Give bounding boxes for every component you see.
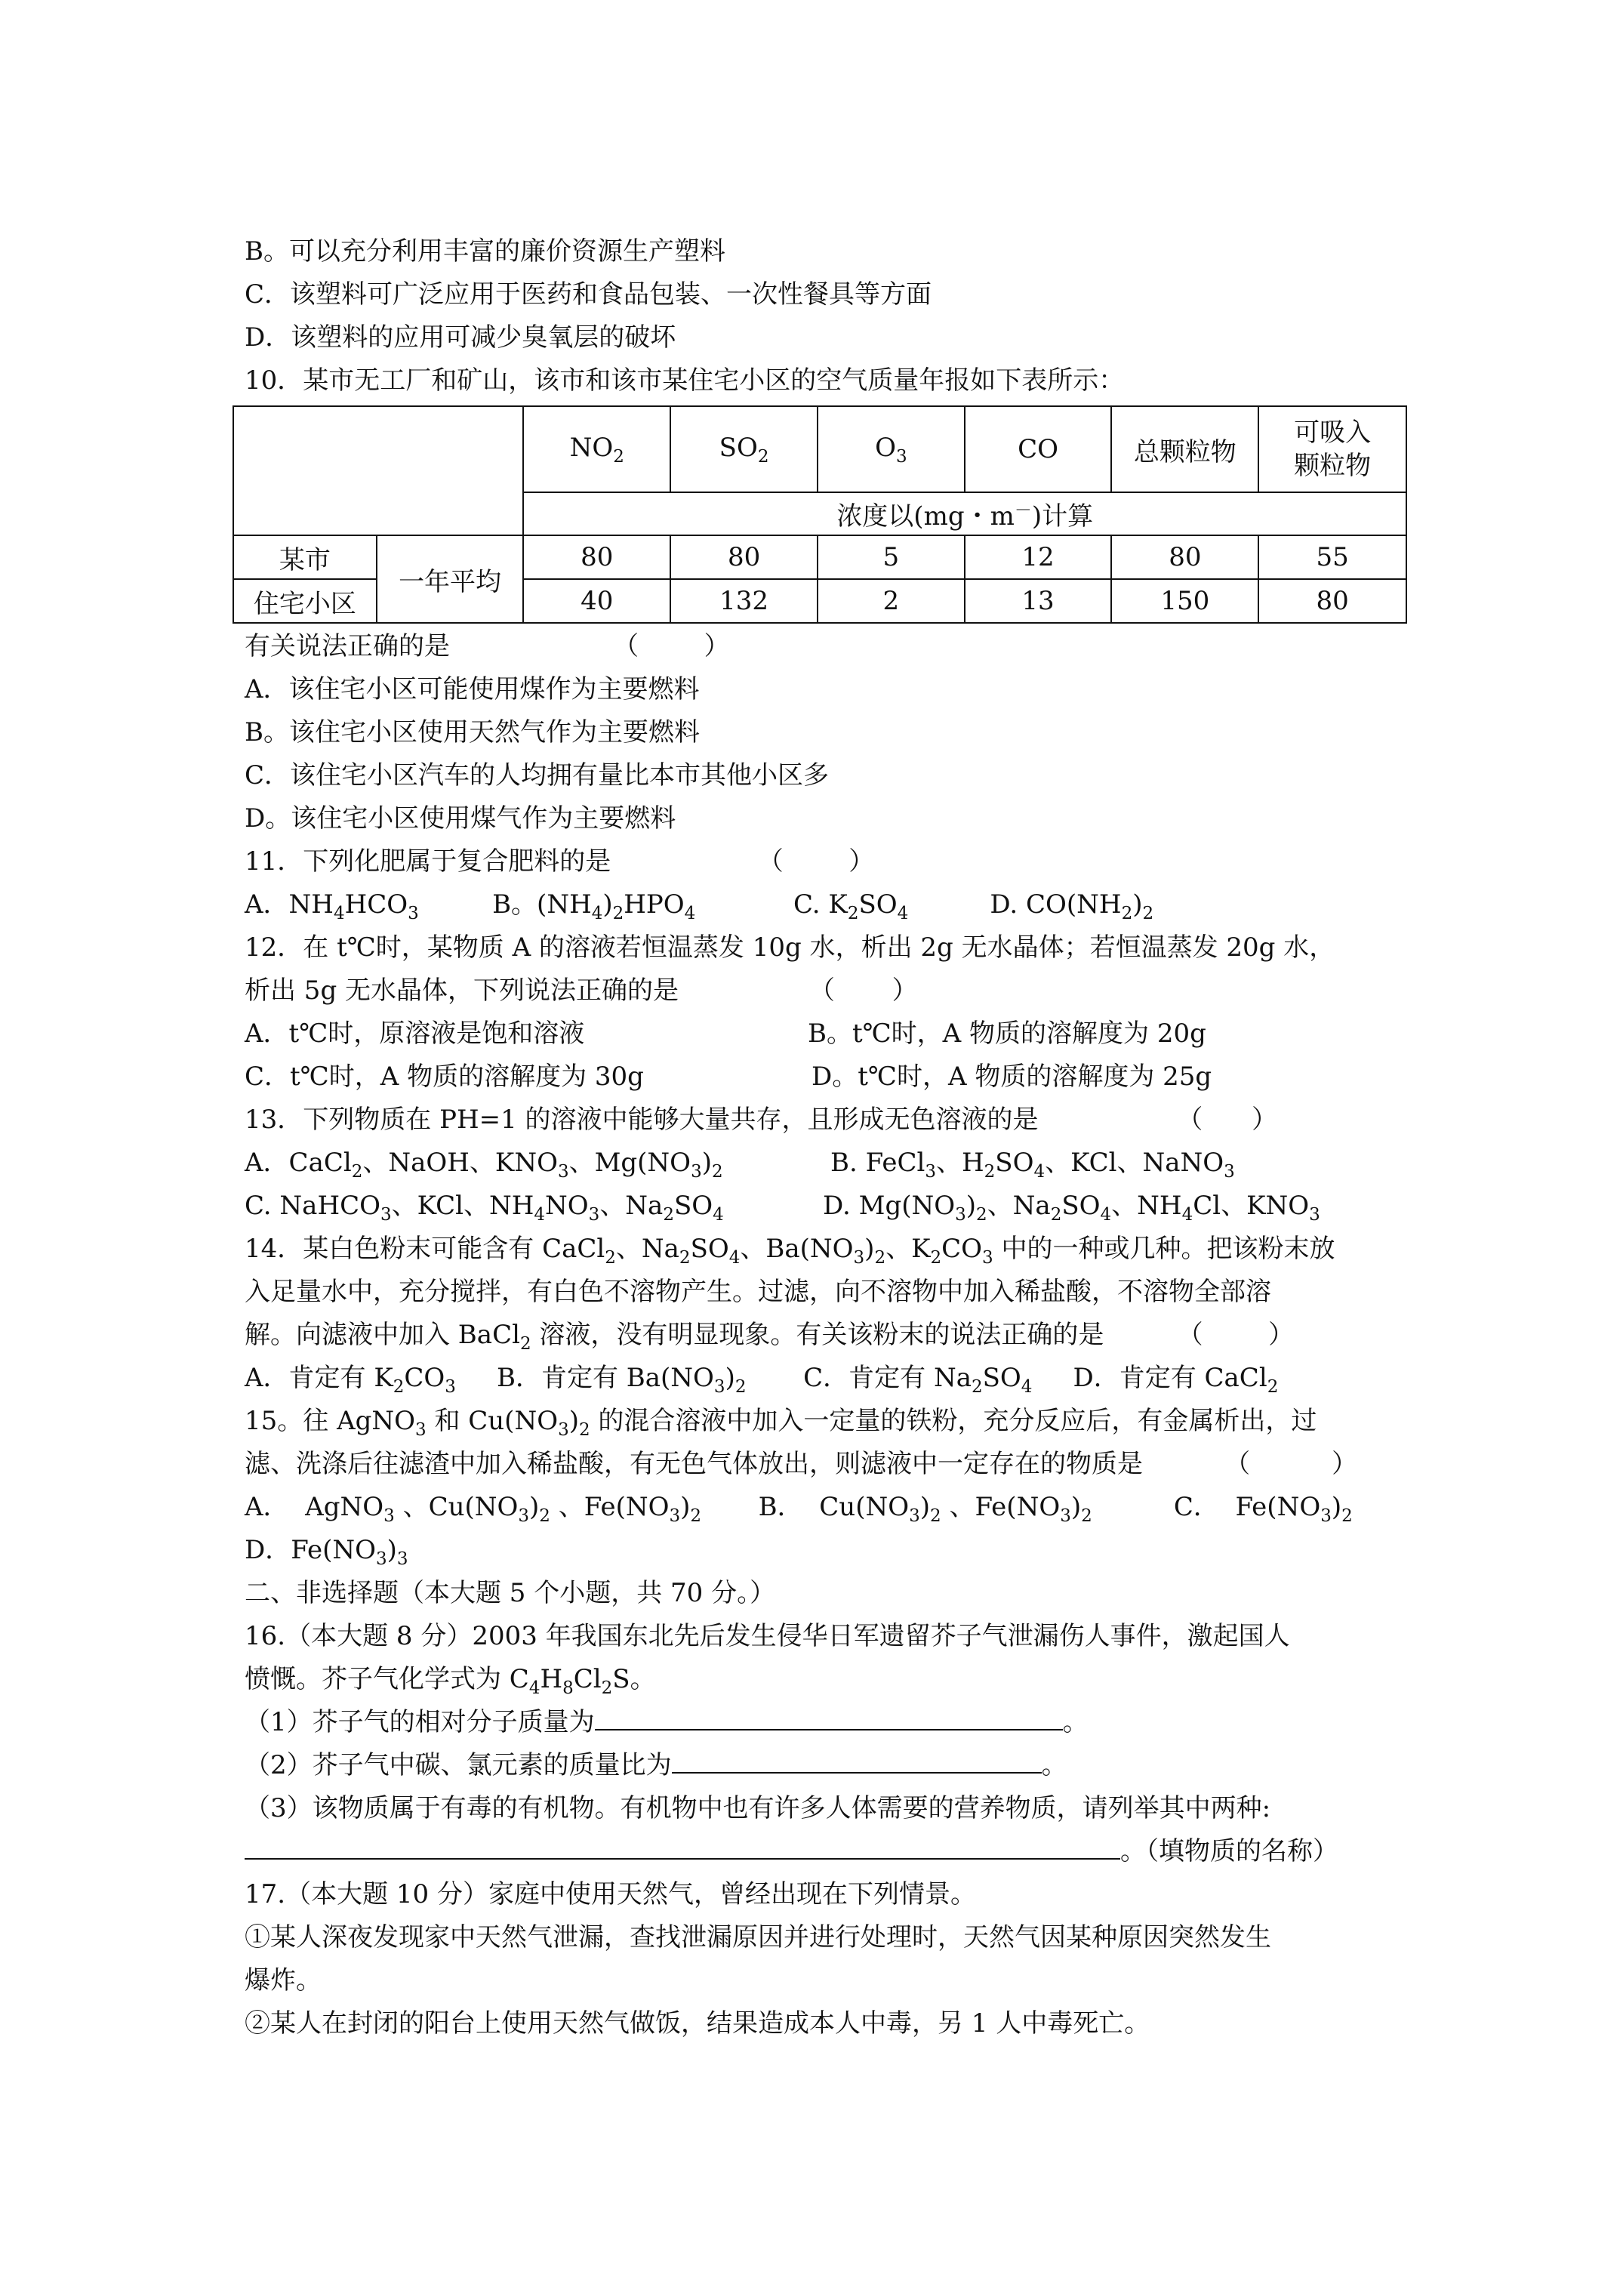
q12-option-c: C．t℃时，A 物质的溶解度为 30g	[245, 1062, 644, 1092]
header-o3: $O_3$	[818, 406, 965, 492]
q14-line1: 14．某白色粉末可能含有 CaCl$_2$、$Na_2SO_4$、$Ba(NO_3)_2$、$K_2CO_3$ 中的一种或几种。把该粉末放	[245, 1234, 1335, 1268]
q9-option-b: B。可以充分利用丰富的廉价资源生产塑料	[245, 236, 725, 267]
air-quality-table	[233, 405, 1407, 624]
q13-option-b: B. FeCl$_3$、$H_2SO_4$、KCl、NaNO$_3$	[830, 1148, 1235, 1182]
q16-part1: （1）芥子气的相对分子质量为 。	[245, 1707, 1089, 1737]
table-corner-cell	[233, 406, 523, 535]
header-inhalable-particulates: 可吸入 颗粒物	[1258, 406, 1406, 492]
answer-blank-3[interactable]	[245, 1835, 1120, 1860]
q17-scenario1-line2: 爆炸。	[245, 1965, 322, 1996]
q10-option-b: B。该住宅小区使用天然气作为主要燃料	[245, 717, 700, 747]
q16-line1: 16.（本大题 8 分）2003 年我国东北先后发生侵华日军遗留芥子气泄漏伤人事件，激起国人	[245, 1621, 1290, 1651]
answer-blank-2[interactable]	[672, 1749, 1042, 1774]
row-label-residential: 住宅小区	[233, 579, 377, 623]
q14-options: A．肯定有 $K_2CO_3$ B．肯定有 $Ba(NO_3)_2$ C．肯定有 $Na_2SO_4$ D．肯定有 CaCl$_2$	[245, 1363, 1279, 1397]
table-cell: 80	[670, 535, 818, 579]
table-cell: 40	[523, 579, 670, 623]
q15-line2: 滤、洗涤后往滤渣中加入稀盐酸，有无色气体放出，则滤液中一定存在的物质是 （ ）	[245, 1449, 1358, 1479]
q14-line3: 解。向滤液中加入 BaCl$_2$ 溶液，没有明显现象。有关该粉末的说法正确的是 （ ）	[245, 1320, 1295, 1354]
section-2-heading: 二、非选择题（本大题 5 个小题，共 70 分。）	[245, 1578, 776, 1608]
q13-option-c: C. NaHCO$_3$、KCl、$NH_4NO_3$、$Na_2SO_4$	[245, 1191, 724, 1225]
q9-option-c: C．该塑料可广泛应用于医药和食品包装、一次性餐具等方面	[245, 279, 932, 310]
q13-option-a: A．CaCl$_2$、NaOH、$KNO_3$、$Mg(NO_3)_2$	[245, 1148, 723, 1182]
table-cell: 150	[1111, 579, 1258, 623]
q10-option-a: A．该住宅小区可能使用煤作为主要燃料	[245, 674, 700, 704]
table-cell: 12	[965, 535, 1112, 579]
q16-part3-answer: 。（填物质的名称）	[245, 1835, 1338, 1868]
q12-option-b: B。t℃时，A 物质的溶解度为 20g	[808, 1019, 1206, 1049]
table-cell: 13	[965, 579, 1112, 623]
q12-option-a: A．t℃时，原溶液是饱和溶液	[245, 1019, 585, 1049]
answer-blank-1[interactable]	[595, 1706, 1063, 1730]
q15-options: A． AgNO$_3$ 、$Cu(NO_3)_2$ 、$Fe(NO_3)_2$ B． $Cu(NO_3)_2$ 、$Fe(NO_3)_2$ C． $Fe(NO_3)_2$	[245, 1492, 1353, 1526]
q14-line2: 入足量水中，充分搅拌，有白色不溶物产生。过滤，向不溶物中加入稀盐酸，不溶物全部溶	[245, 1277, 1271, 1307]
q15-option-d: D．$Fe(NO_3)_3$	[245, 1535, 408, 1569]
q16-line2: 愤慨。芥子气化学式为 $C_4H_8Cl_2S$。	[245, 1664, 656, 1698]
q10-prompt: 有关说法正确的是 （ ）	[245, 631, 730, 661]
table-cell: 5	[818, 535, 965, 579]
q17-scenario1-line1: ①某人深夜发现家中天然气泄漏，查找泄漏原因并进行处理时，天然气因某种原因突然发生	[245, 1922, 1271, 1952]
q10-option-d: D。该住宅小区使用煤气作为主要燃料	[245, 803, 676, 834]
q10-option-c: C．该住宅小区汽车的人均拥有量比本市其他小区多	[245, 760, 830, 791]
q13-stem: 13．下列物质在 PH=1 的溶液中能够大量共存，且形成无色溶液的是 （ ）	[245, 1105, 1278, 1135]
table-cell: 80	[1111, 535, 1258, 579]
q17-scenario2: ②某人在封闭的阳台上使用天然气做饭，结果造成本人中毒，另 1 人中毒死亡。	[245, 2008, 1150, 2039]
q15-line1: 15。往 AgNO$_3$ 和 $Cu(NO_3)_2$ 的混合溶液中加入一定量的铁粉，充分反应后，有金属析出，过	[245, 1406, 1317, 1440]
row-label-city: 某市	[233, 535, 377, 579]
q12-line1: 12．在 t℃时，某物质 A 的溶液若恒温蒸发 10g 水，析出 2g 无水晶体；若恒温蒸发 20g 水，	[245, 932, 1335, 963]
q16-part3: （3）该物质属于有毒的有机物。有机物中也有许多人体需要的营养物质，请列举其中两种:	[245, 1793, 1271, 1823]
header-so2: $SO_2$	[670, 406, 818, 492]
q17-line1: 17.（本大题 10 分）家庭中使用天然气，曾经出现在下列情景。	[245, 1879, 976, 1909]
table-cell: 2	[818, 579, 965, 623]
table-cell: 132	[670, 579, 818, 623]
q13-option-d: D. $Mg(NO_3)_2$、$Na_2SO_4$、$NH_4Cl$、$KNO_3$	[823, 1191, 1320, 1225]
unit-row: 浓度以(mg・m－)计算	[523, 492, 1406, 535]
q11-options: A．$NH_4HCO_3$ B。$(NH_4)_2HPO_4$ C. $K_2SO_4$ D. $CO(NH_2)_2$	[245, 889, 1154, 923]
q12-option-d: D。t℃时，A 物质的溶解度为 25g	[812, 1062, 1212, 1092]
header-total-particulates: 总颗粒物	[1111, 406, 1258, 492]
table-cell: 80	[523, 535, 670, 579]
table-cell: 80	[1258, 579, 1406, 623]
header-co: CO	[965, 406, 1112, 492]
period-label: 一年平均	[377, 535, 524, 623]
q9-option-d: D．该塑料的应用可减少臭氧层的破坏	[245, 322, 676, 353]
q16-part2: （2）芥子气中碳、氯元素的质量比为 。	[245, 1750, 1067, 1780]
q11-stem: 11．下列化肥属于复合肥料的是 （ ）	[245, 846, 875, 877]
header-no2: $NO_2$	[523, 406, 670, 492]
q12-line2: 析出 5g 无水晶体，下列说法正确的是 （ ）	[245, 975, 918, 1006]
table-cell: 55	[1258, 535, 1406, 579]
q10-stem: 10．某市无工厂和矿山，该市和该市某住宅小区的空气质量年报如下表所示：	[245, 365, 1125, 396]
